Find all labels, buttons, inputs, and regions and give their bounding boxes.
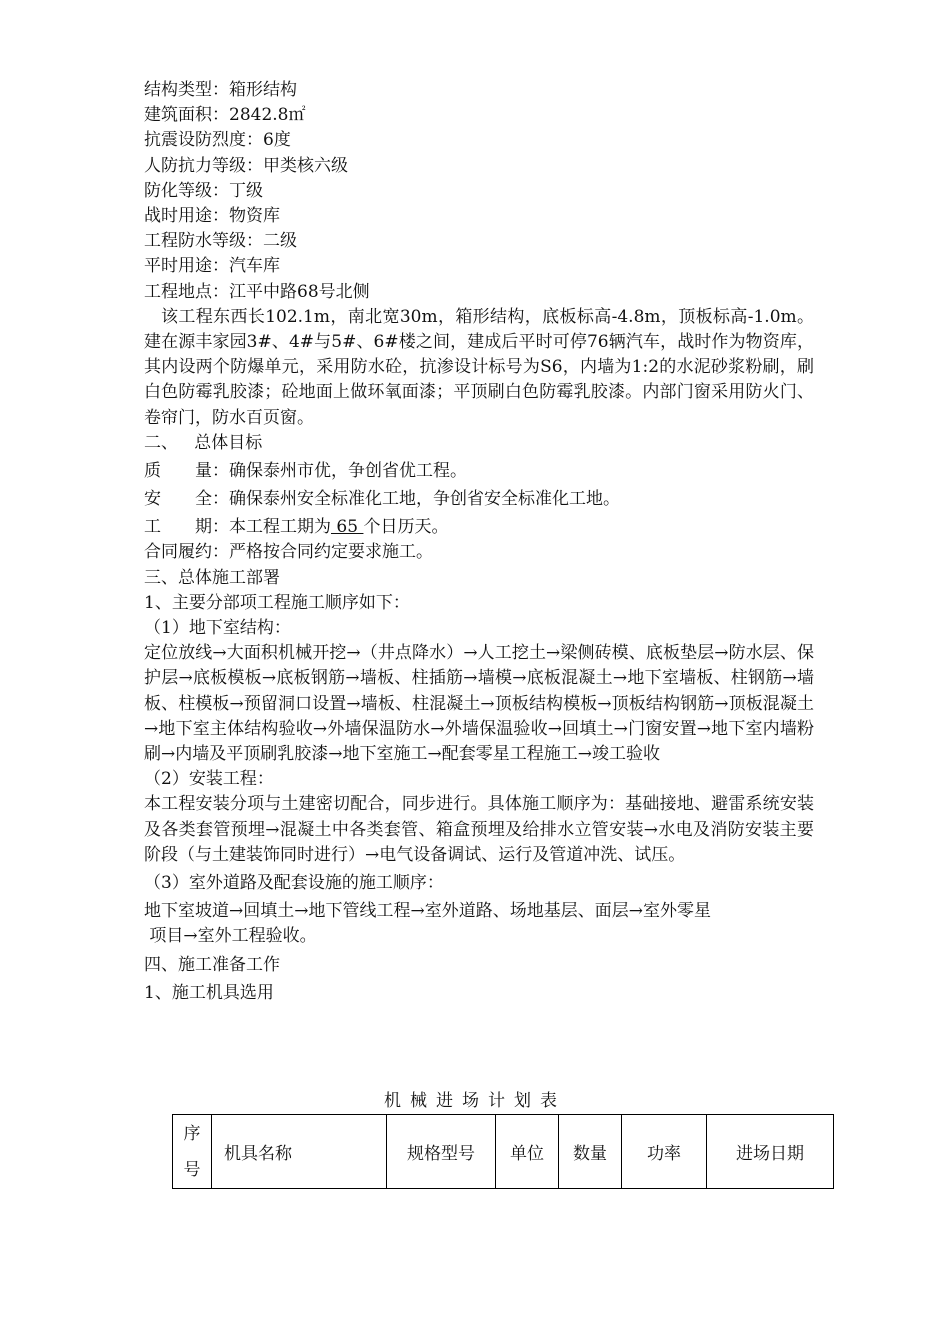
- col-unit: 单位: [496, 1115, 559, 1189]
- col-date: 进场日期: [707, 1115, 834, 1189]
- quality-label-end: 量：: [195, 460, 229, 481]
- seismic-intensity: 抗震设防烈度：6度: [144, 130, 291, 151]
- col-name: 机具名称: [212, 1115, 387, 1189]
- outdoor-road-sequence-line1: 地下室坡道→回填土→地下管线工程→室外道路、场地基层、面层→室外零星: [144, 901, 711, 922]
- col-qty: 数量: [559, 1115, 622, 1189]
- period-goal: [144, 515, 814, 540]
- section-3-heading: 三、总体施工部署: [144, 567, 280, 588]
- installation-sequence: 本工程安装分项与土建密切配合，同步进行。具体施工顺序为：基础接地、避雷系统安装及各类套管预埋→混凝土中各类套管、箱盒预埋及给排水立管安装→水电及消防安装主要阶段（与土建装饰同时进行）→电气设备调试、运行及管道冲洗、试压。: [144, 794, 814, 865]
- safety-label-end: 全：: [195, 489, 229, 510]
- period-label-end: 期：: [195, 517, 229, 538]
- col-power: 功率: [622, 1115, 707, 1189]
- project-location: 工程地点：江平中路68号北侧: [144, 281, 370, 302]
- wartime-use: 战时用途：物资库: [144, 205, 280, 226]
- project-overview: [144, 78, 814, 305]
- period-days: 65: [331, 517, 364, 538]
- chemical-defense-level: 防化等级：丁级: [144, 180, 263, 201]
- quality-text: 确保泰州市优，争创省优工程。: [229, 460, 467, 481]
- col-seq: [173, 1115, 212, 1189]
- peacetime-use: 平时用途：汽车库: [144, 256, 280, 277]
- col-seq-bottom: 号: [183, 1159, 201, 1180]
- waterproof-level: 工程防水等级：二级: [144, 231, 297, 252]
- structure-type: 结构类型：箱形结构: [144, 80, 297, 100]
- safety-text: 确保泰州安全标准化工地，争创省安全标准化工地。: [229, 489, 620, 510]
- construction-order-intro: 1、主要分部项工程施工顺序如下：: [144, 592, 410, 613]
- col-spec: 规格型号: [387, 1115, 496, 1189]
- period-prefix: 本工程工期为: [229, 517, 331, 538]
- outdoor-road-title: （3）室外道路及配套设施的施工顺序：: [144, 873, 444, 894]
- table-header-row: [173, 1115, 834, 1189]
- civil-defense-level: 人防抗力等级：甲类核六级: [144, 155, 348, 176]
- outdoor-road-sequence-line2: 项目→室外工程验收。: [144, 926, 317, 947]
- section-2-heading: 二、 总体目标: [144, 432, 263, 453]
- safety-goal: [144, 487, 814, 512]
- safety-label: 安: [144, 489, 161, 510]
- table-title: 机械进场计划表: [384, 1091, 566, 1111]
- machinery-plan-table: [172, 1114, 834, 1189]
- period-label: 工: [144, 517, 161, 538]
- project-description: 该工程东西长102.1m，南北宽30m，箱形结构，底板标高-4.8m，顶板标高-1.0m。建在源丰家园3#、4#与5#、6#楼之间，建成后平时可停76辆汽车，战时作为物资库，其内设两个防爆单元，采用防水砼，抗渗设计标号为S6，内墙为1:2的水泥砂浆粉刷，刷白色防霉乳胶漆；砼地面上做环氧面漆；平顶刷白色防霉乳胶漆。内部门窗采用防火门、卷帘门，防水百页窗。: [144, 306, 814, 428]
- basement-structure-sequence: 定位放线→大面积机械开挖→（井点降水）→人工挖土→梁侧砖模、底板垫层→防水层、保护层→底板模板→底板钢筋→墙板、柱插筋→墙模→底板混凝土→地下室墙板、柱钢筋→墙板、柱模板→预留洞口设置→墙板、柱混凝土→顶板结构模板→顶板结构钢筋→顶板混凝土→地下室主体结构验收→外墙保温防水→外墙保温验收→回填土→门窗安置→地下室内墙粉刷→内墙及平顶刷乳胶漆→地下室施工→配套零星工程施工→竣工验收: [144, 643, 814, 765]
- document-body: [144, 78, 814, 1006]
- quality-label: 质: [144, 460, 161, 481]
- col-seq-top: 序: [183, 1123, 201, 1144]
- period-suffix: 个日历天。: [363, 517, 449, 538]
- basement-structure-title: （1）地下室结构：: [144, 618, 291, 639]
- section-4-heading: 四、施工准备工作: [144, 954, 280, 975]
- quality-goal: [144, 459, 814, 484]
- installation-title: （2）安装工程：: [144, 769, 274, 790]
- building-area: 建筑面积：2842.8㎡: [144, 105, 306, 126]
- machinery-selection-title: 1、施工机具选用: [144, 982, 274, 1003]
- contract-goal: 合同履约：严格按合同约定要求施工。: [144, 542, 433, 563]
